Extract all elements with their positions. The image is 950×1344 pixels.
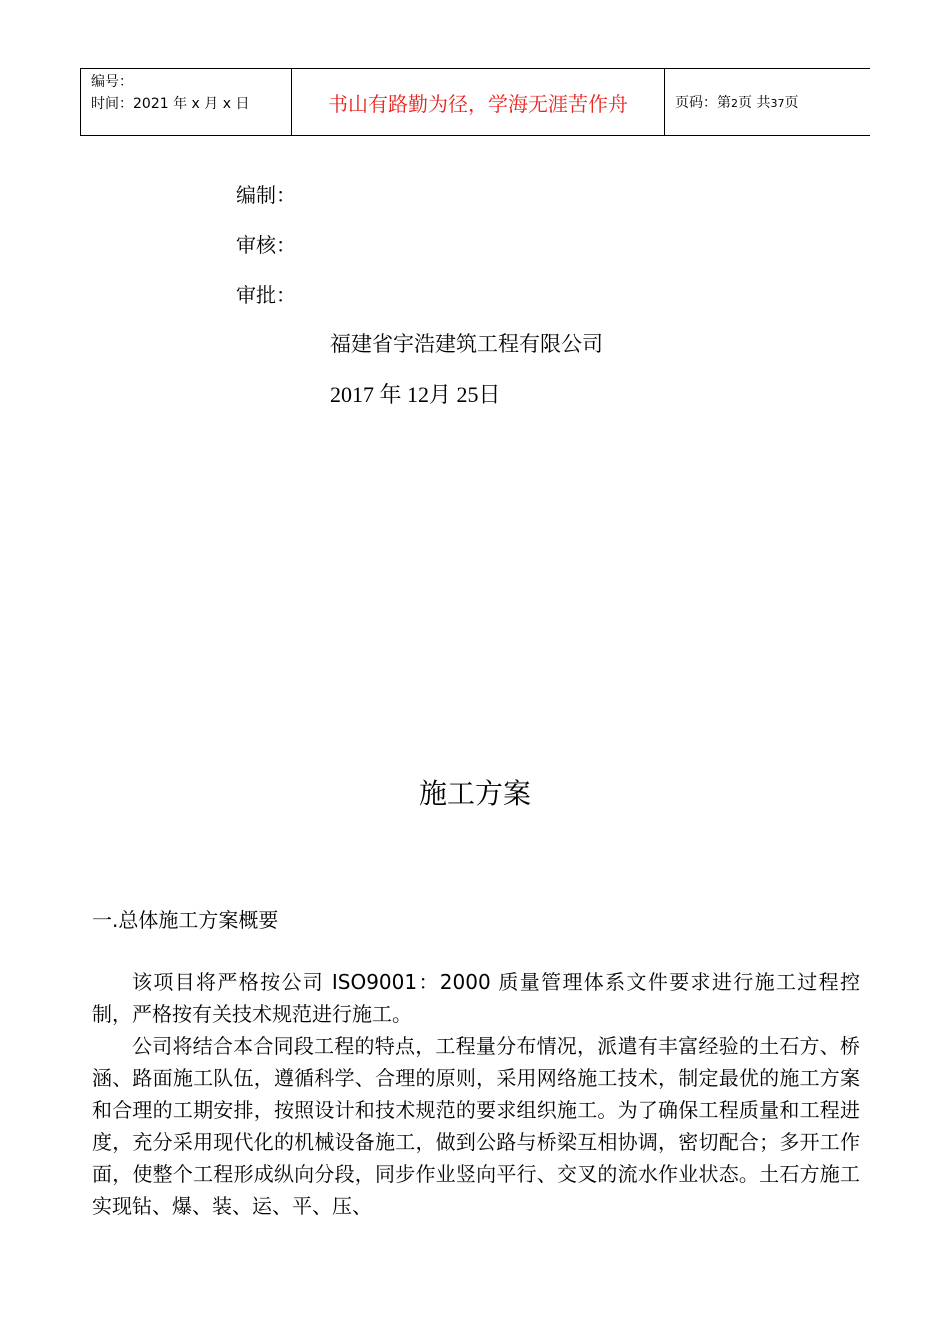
page-label: 页码：第 — [675, 95, 731, 111]
header-motto-cell — [292, 69, 665, 136]
company-name: 福建省宇浩建筑工程有限公司 — [330, 332, 603, 356]
paragraph-2: 公司将结合本合同段工程的特点，工程量分布情况，派遣有丰富经验的土石方、桥涵、路面施工队伍，遵循科学、合理的原则，采用网络施工技术，制定最优的施工方案和合理的工期安排，按照设计和技术规范的要求组织施工。为了确保工程质量和工程进度，充分采用现代化的机械设备施工，做到公路与桥梁互相协调，密切配合；多开工作面，使整个工程形成纵向分段，同步作业竖向平行、交叉的流水作业状态。土石方施工实现钻、爆、装、运、平、压、 — [92, 1034, 860, 1218]
date-year-unit: 年 — [379, 383, 402, 408]
header-page-cell — [665, 69, 871, 136]
signature-review: 审核： — [236, 233, 296, 257]
document-number-label: 编号： — [91, 74, 133, 90]
paragraph-1: 该项目将严格按公司 ISO9001：2000 质量管理体系文件要求进行施工过程控制，严格按有关技术规范进行施工。 — [92, 970, 860, 1026]
page-total: 37 — [770, 97, 785, 110]
page-mid-label: 页 共 — [738, 95, 771, 111]
header-motto: 书山有路勤为径，学海无涯苦作舟 — [328, 91, 628, 116]
signature-compile: 编制： — [236, 183, 296, 207]
section-heading: 一.总体施工方案概要 — [92, 908, 279, 932]
page-end-label: 页 — [784, 95, 799, 111]
document-title: 施工方案 — [418, 777, 531, 810]
signature-approve: 审批： — [236, 283, 296, 307]
date-day-unit: 日 — [478, 383, 501, 408]
document-date — [330, 378, 501, 409]
date-month-unit: 月 — [429, 383, 452, 408]
date-month: 12 — [407, 382, 430, 407]
date-day: 25 — [456, 382, 479, 407]
document-header-table — [80, 68, 870, 136]
page-current: 2 — [731, 97, 738, 110]
header-meta-cell — [81, 69, 292, 136]
document-time-label: 时间：2021 年 x 月 x 日 — [91, 96, 250, 112]
date-year: 2017 — [330, 382, 374, 407]
